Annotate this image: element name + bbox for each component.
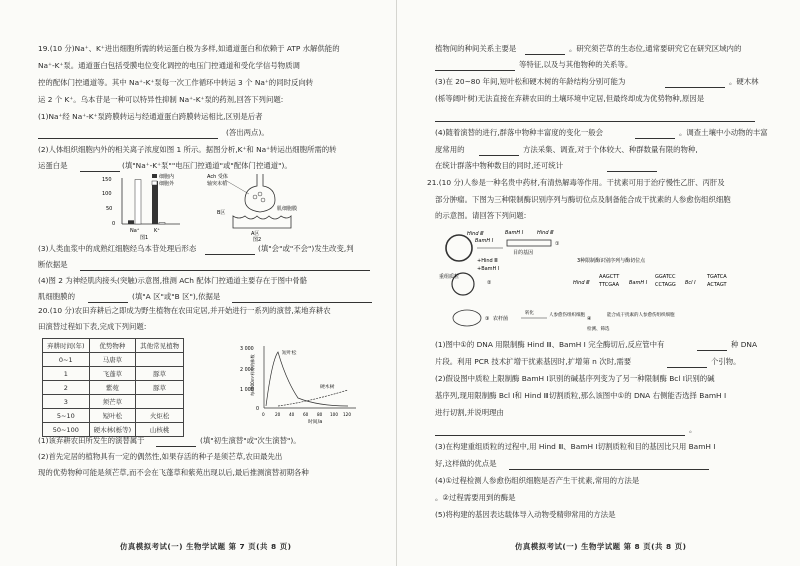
q21-line3: 的示意图。请回答下列问题:: [435, 211, 527, 220]
q20c-blank1: [525, 44, 565, 55]
q20-sub1-blank: [156, 436, 196, 447]
fig3-bamh1-b: BamH Ⅰ: [505, 230, 524, 236]
fig2-label-ach: Ach 受体: [207, 174, 228, 180]
series-hardwood: [278, 390, 348, 406]
fig3-hind3-b: Hind Ⅲ: [537, 230, 554, 236]
q20c-line3b: 。硬木林: [729, 77, 759, 86]
table-row: 2 紫菀 豚草: [43, 381, 184, 395]
table-header: 优势物种: [89, 339, 136, 353]
q20-line2: 田演替过程如下表,完成下列问题:: [38, 322, 147, 331]
fig3-seq-bamh1-bot: CCTAGG: [655, 282, 676, 288]
series-label-pine: 短叶松: [282, 351, 297, 356]
fig2-label-a: A区: [251, 231, 260, 237]
q19-line2: Na⁺-K⁺泵。通道蛋白包括受膜电位变化调控的电压门控通道和受化学信号物质调: [38, 61, 300, 70]
q20c-line6b: 方法采集、调查,对于个体较大、种群数量有限的物种,: [523, 145, 698, 154]
q21-sub5: (5)将构建的基因表达载体导入动物受精卵常用的方法是: [435, 510, 616, 519]
table-row: 50~100 硬木林(栎等) 山核桃: [43, 423, 184, 437]
fig3-enzyme-title: 3种限制酶识别序列与酶切位点: [577, 258, 646, 264]
q21-sub4: (4)①过程检测人参愈伤组织细胞是否产生干扰素,常用的方法是: [435, 476, 640, 485]
q19-sub3: (3)人类血浆中的成熟红细胞经乌本苷处理后形态: [38, 244, 197, 253]
left-page: [0, 0, 397, 566]
fig1-ytick: 150: [102, 177, 112, 183]
q19-sub2b: 运蛋白是: [38, 161, 68, 170]
fig3-enzyme-bcl1: Bcl Ⅰ: [685, 280, 696, 286]
fig3-bamh1: BamH Ⅰ: [475, 238, 494, 244]
q21-sub1d: 个引物。: [711, 357, 741, 366]
fig3-target-gene: 目的基因: [513, 250, 534, 256]
q21-sub4b: 。②过程需要用到的酶是: [435, 493, 516, 502]
fig2-label-muscle: 肌细胞膜: [277, 206, 298, 212]
fig3-step2: ②: [487, 280, 492, 286]
table-header: 其他常见植物: [136, 339, 184, 353]
fig3-agro: 农杆菌: [493, 316, 509, 322]
figure3-cloning-diagram: [437, 226, 757, 334]
q20-sub1b: (填"初生演替"或"次生演替")。: [200, 436, 301, 445]
fig1-bar-outside: [135, 180, 141, 224]
fig3-result-cells: 能合成干扰素的人参愈伤组织细胞: [607, 313, 675, 318]
q20c-blank4: [435, 111, 755, 122]
table-row: 5~10 短叶松 火炬松: [43, 409, 184, 423]
succession-table: [42, 338, 184, 437]
q20c-line6: 度常用的: [435, 145, 465, 154]
q19-sub3c: 断依据是: [38, 260, 68, 269]
fig1-ytick: 0: [112, 221, 116, 227]
q21-sub2-blank: [435, 425, 685, 436]
q21-sub3: (3)在构建重组质粒的过程中,用 Hind Ⅲ、BamH Ⅰ切割质粒和目的基因比只用 BamH Ⅰ: [435, 442, 716, 451]
chart-ytick: 2 000: [240, 368, 254, 373]
q21-sub2c: 进行切割,并说明理由: [435, 408, 504, 417]
fig3-seq-bcl1-bot: ACTAGT: [707, 282, 727, 288]
chart-ytick: 0: [256, 407, 260, 412]
q20c-blank5: [635, 128, 675, 139]
q21-sub3-blank: [509, 459, 709, 470]
table-row: 3 须芒草: [43, 395, 184, 409]
fig1-bar-inside: [128, 220, 134, 224]
figure2-synapse-diagram: [205, 170, 315, 242]
fig3-seq-bcl1-top: TGATCA: [707, 274, 727, 280]
q20c-line2: 等特征,以及与其他物种的关系等。: [519, 60, 633, 69]
q20c-line1b: 。研究须芒草的生态位,通常要研究它在研究区域内的: [569, 44, 742, 53]
chart-xtick: 60: [303, 412, 309, 417]
q21-sub1-blank2: [667, 357, 707, 368]
q19-sub4b: 肌细胞膜的: [38, 292, 75, 301]
succession-line-chart: [238, 340, 363, 424]
q19-sub2: (2)人体组织细胞内外的相关离子浓度如图 1 所示。据图分析,K⁺和 Na⁺转运出细胞所需的转: [38, 145, 337, 154]
q19-line4: 运 2 个 K⁺。乌本苷是一种可以特异性抑制 Na⁺-K⁺泵的药剂,回答下列问题:: [38, 95, 284, 104]
q19-sub3b: (填"会"或"不会")发生改变,判: [258, 244, 354, 253]
q19-sub4: (4)图 2 为神经肌肉接头(突触)示意图,推测 ACh 配体门控通道主要存在于图中骨骼: [38, 276, 308, 285]
fig3-recomb-plasmid: 重组质粒: [439, 274, 460, 280]
fig3-enzyme-hind3: Hind Ⅲ: [573, 280, 590, 286]
fig3-enzyme-bamh1: BamH Ⅰ: [629, 280, 648, 286]
left-footer: 仿真模拟考试(一) 生物学试题 第 7 页(共 8 页): [120, 542, 292, 551]
fig1-bar-outside: [159, 222, 165, 224]
q20c-line5: (4)随着演替的进行,群落中物种丰富度的变化一般会: [435, 128, 604, 137]
q19-sub1-blank: [38, 128, 218, 139]
q20c-line4: (栎等阔叶树)无法直接在弃耕农田的土壤环境中定居,但最终却成为优势物种,原因是: [435, 94, 705, 103]
q21-line1: 21.(10 分)人参是一种名贵中药材,有清热解毒等作用。干扰素可用于治疗慢性乙肝、丙肝及: [427, 178, 725, 187]
chart-xlabel: 时间/a: [308, 420, 323, 424]
q20c-blank2: [435, 60, 515, 71]
fig1-category-k: K⁺: [154, 228, 160, 234]
table-row: 0~1 马唐草: [43, 353, 184, 367]
q20-sub1: (1)该弃耕农田所发生的演替属于: [38, 436, 145, 445]
fig2-label-axon: 轴突末梢: [207, 181, 228, 187]
q19-sub3-blank: [205, 244, 255, 255]
fig3-ginseng-cells: 人参愈伤组织细胞: [549, 313, 585, 318]
q19-line3: 控的配体门控通道等。其中 Na⁺-K⁺泵每一次工作循环中转运 3 个 Na⁺的同时反向转: [38, 78, 314, 87]
fig3-transform: 转化: [525, 311, 534, 316]
q20c-line7: 在统计群落中物种数目的同时,还可统计: [435, 161, 563, 170]
right-page: [397, 0, 800, 566]
fig1-caption: 图1: [140, 235, 149, 240]
fig3-step3: ③: [485, 316, 490, 322]
right-footer: 仿真模拟考试(一) 生物学试题 第 8 页(共 8 页): [515, 542, 687, 551]
fig1-legend-inside: 细胞内: [159, 174, 175, 180]
q21-sub2: (2)假设图中质粒上限制酶 BamH Ⅰ识别的碱基序列变为了另一种限制酶 Bcl Ⅰ识别的碱: [435, 374, 715, 383]
q21-sub1-blank: [697, 340, 727, 351]
chart-xtick: 80: [317, 412, 323, 417]
q20c-blank6: [479, 145, 519, 156]
fig3-plus-bamh1: +BamH Ⅰ: [477, 266, 500, 272]
q20c-line1: 植物间的种间关系主要是: [435, 44, 517, 53]
chart-xtick: 100: [330, 412, 338, 417]
table-row: 1 飞蓬草 豚草: [43, 367, 184, 381]
q19-sub1-end: (答出两点)。: [226, 128, 269, 137]
q21-sub3b: 好,这样做的优点是: [435, 459, 497, 468]
fig3-step4: ④: [587, 316, 592, 322]
fig3-seq-hind3-bot: TTCGAA: [599, 282, 620, 288]
figure1-bar-chart: [100, 172, 190, 240]
q21-line2: 部分肿瘤。下图为三种限制酶识别序列与酶切位点及制备能合成干扰素的人参愈伤组织细胞: [435, 195, 731, 204]
fig1-bar-inside: [152, 181, 158, 224]
chart-xtick: 120: [343, 412, 351, 417]
q19-sub4-blank: [88, 292, 128, 303]
q19-sub2-blank: [80, 161, 120, 172]
fig1-category-na: Na⁺: [130, 228, 140, 234]
q21-sub1b: 种 DNA: [731, 340, 758, 349]
chart-xtick: 0: [262, 412, 265, 417]
series-label-hardwood: 硬木树: [320, 385, 335, 390]
q19-sub4-blank2: [232, 292, 372, 303]
chart-ytick: 3 000: [240, 347, 254, 352]
q21-sub2d: 。: [689, 425, 697, 434]
q19-sub2c: (填"Na⁺-K⁺泵""电压门控通道"或"配体门控通道")。: [122, 161, 292, 170]
q21-sub2b: 基序列,现用限制酶 Bcl Ⅰ和 Hind Ⅲ切割质粒,那么该图中①的 DNA 右侧能否选择 BamH Ⅰ: [435, 391, 727, 400]
q19-sub1: (1)Na⁺经 Na⁺-K⁺泵跨膜转运与经通道蛋白跨膜转运相比,区别是后者: [38, 112, 263, 121]
fig3-plus-hind3: +Hind Ⅲ: [477, 258, 498, 264]
q21-sub1: (1)图中①的 DNA 用限制酶 Hind Ⅲ、BamH Ⅰ 完全酶切后,反应管中有: [435, 340, 665, 349]
fig1-legend-outside: 细胞外: [159, 181, 175, 187]
q20c-line3: (3)在 20~80 年间,短叶松和硬木树的年龄结构分别可能为: [435, 77, 626, 86]
q20-sub2b: 现的优势物种可能是须芒草,而不会在飞蓬草和紫苑出现以后,最后推测演替初期各种: [38, 468, 309, 477]
fig3-screen: 检测、筛选: [587, 327, 610, 332]
fig1-ytick: 50: [106, 206, 113, 212]
fig2-label-b: B区: [217, 210, 226, 216]
q20-line1: 20.(10 分)农田弃耕后之即成为野生植物在农田定居,并开始进行一系列的演替,某地弃耕农: [38, 306, 331, 315]
fig3-hind3: Hind Ⅲ: [467, 231, 484, 237]
fig3-step1: ①: [555, 241, 560, 247]
chart-xtick: 20: [275, 412, 281, 417]
q20c-blank3: [665, 77, 725, 88]
chart-xtick: 40: [289, 412, 295, 417]
series-short-leaf-pine: [266, 352, 348, 406]
q19-line1: 19.(10 分)Na⁺、K⁺进出细胞所需的转运蛋白极为多样,如通道蛋白和依赖于 ATP 水解供能的: [38, 44, 340, 53]
q21-sub1c: 片段。利用 PCR 技术扩增干扰素基因时,扩增第 n 次时,需要: [435, 357, 632, 366]
q20c-blank7: [607, 161, 657, 172]
fig3-seq-bamh1-top: GGATCC: [655, 274, 676, 280]
q20-sub2: (2)首先定居的植物具有一定的偶然性,如果存活的种子是须芒草,农田最先出: [38, 452, 283, 461]
q19-sub4c: (填"A 区"或"B 区"),依据是: [132, 292, 221, 301]
fig2-caption: 图2: [253, 237, 262, 242]
fig3-seq-hind3-top: AAGCTT: [599, 274, 620, 280]
fig1-ytick: 100: [102, 191, 112, 197]
chart-ytick: 1 000: [240, 388, 254, 393]
q20c-line5b: 。调查土壤中小动物的丰富: [679, 128, 768, 137]
chart-ylabel: 每4000m²样方的株数: [250, 354, 255, 396]
q19-sub3-blank2: [80, 260, 370, 271]
table-header: 弃耕时间(年): [43, 339, 90, 353]
